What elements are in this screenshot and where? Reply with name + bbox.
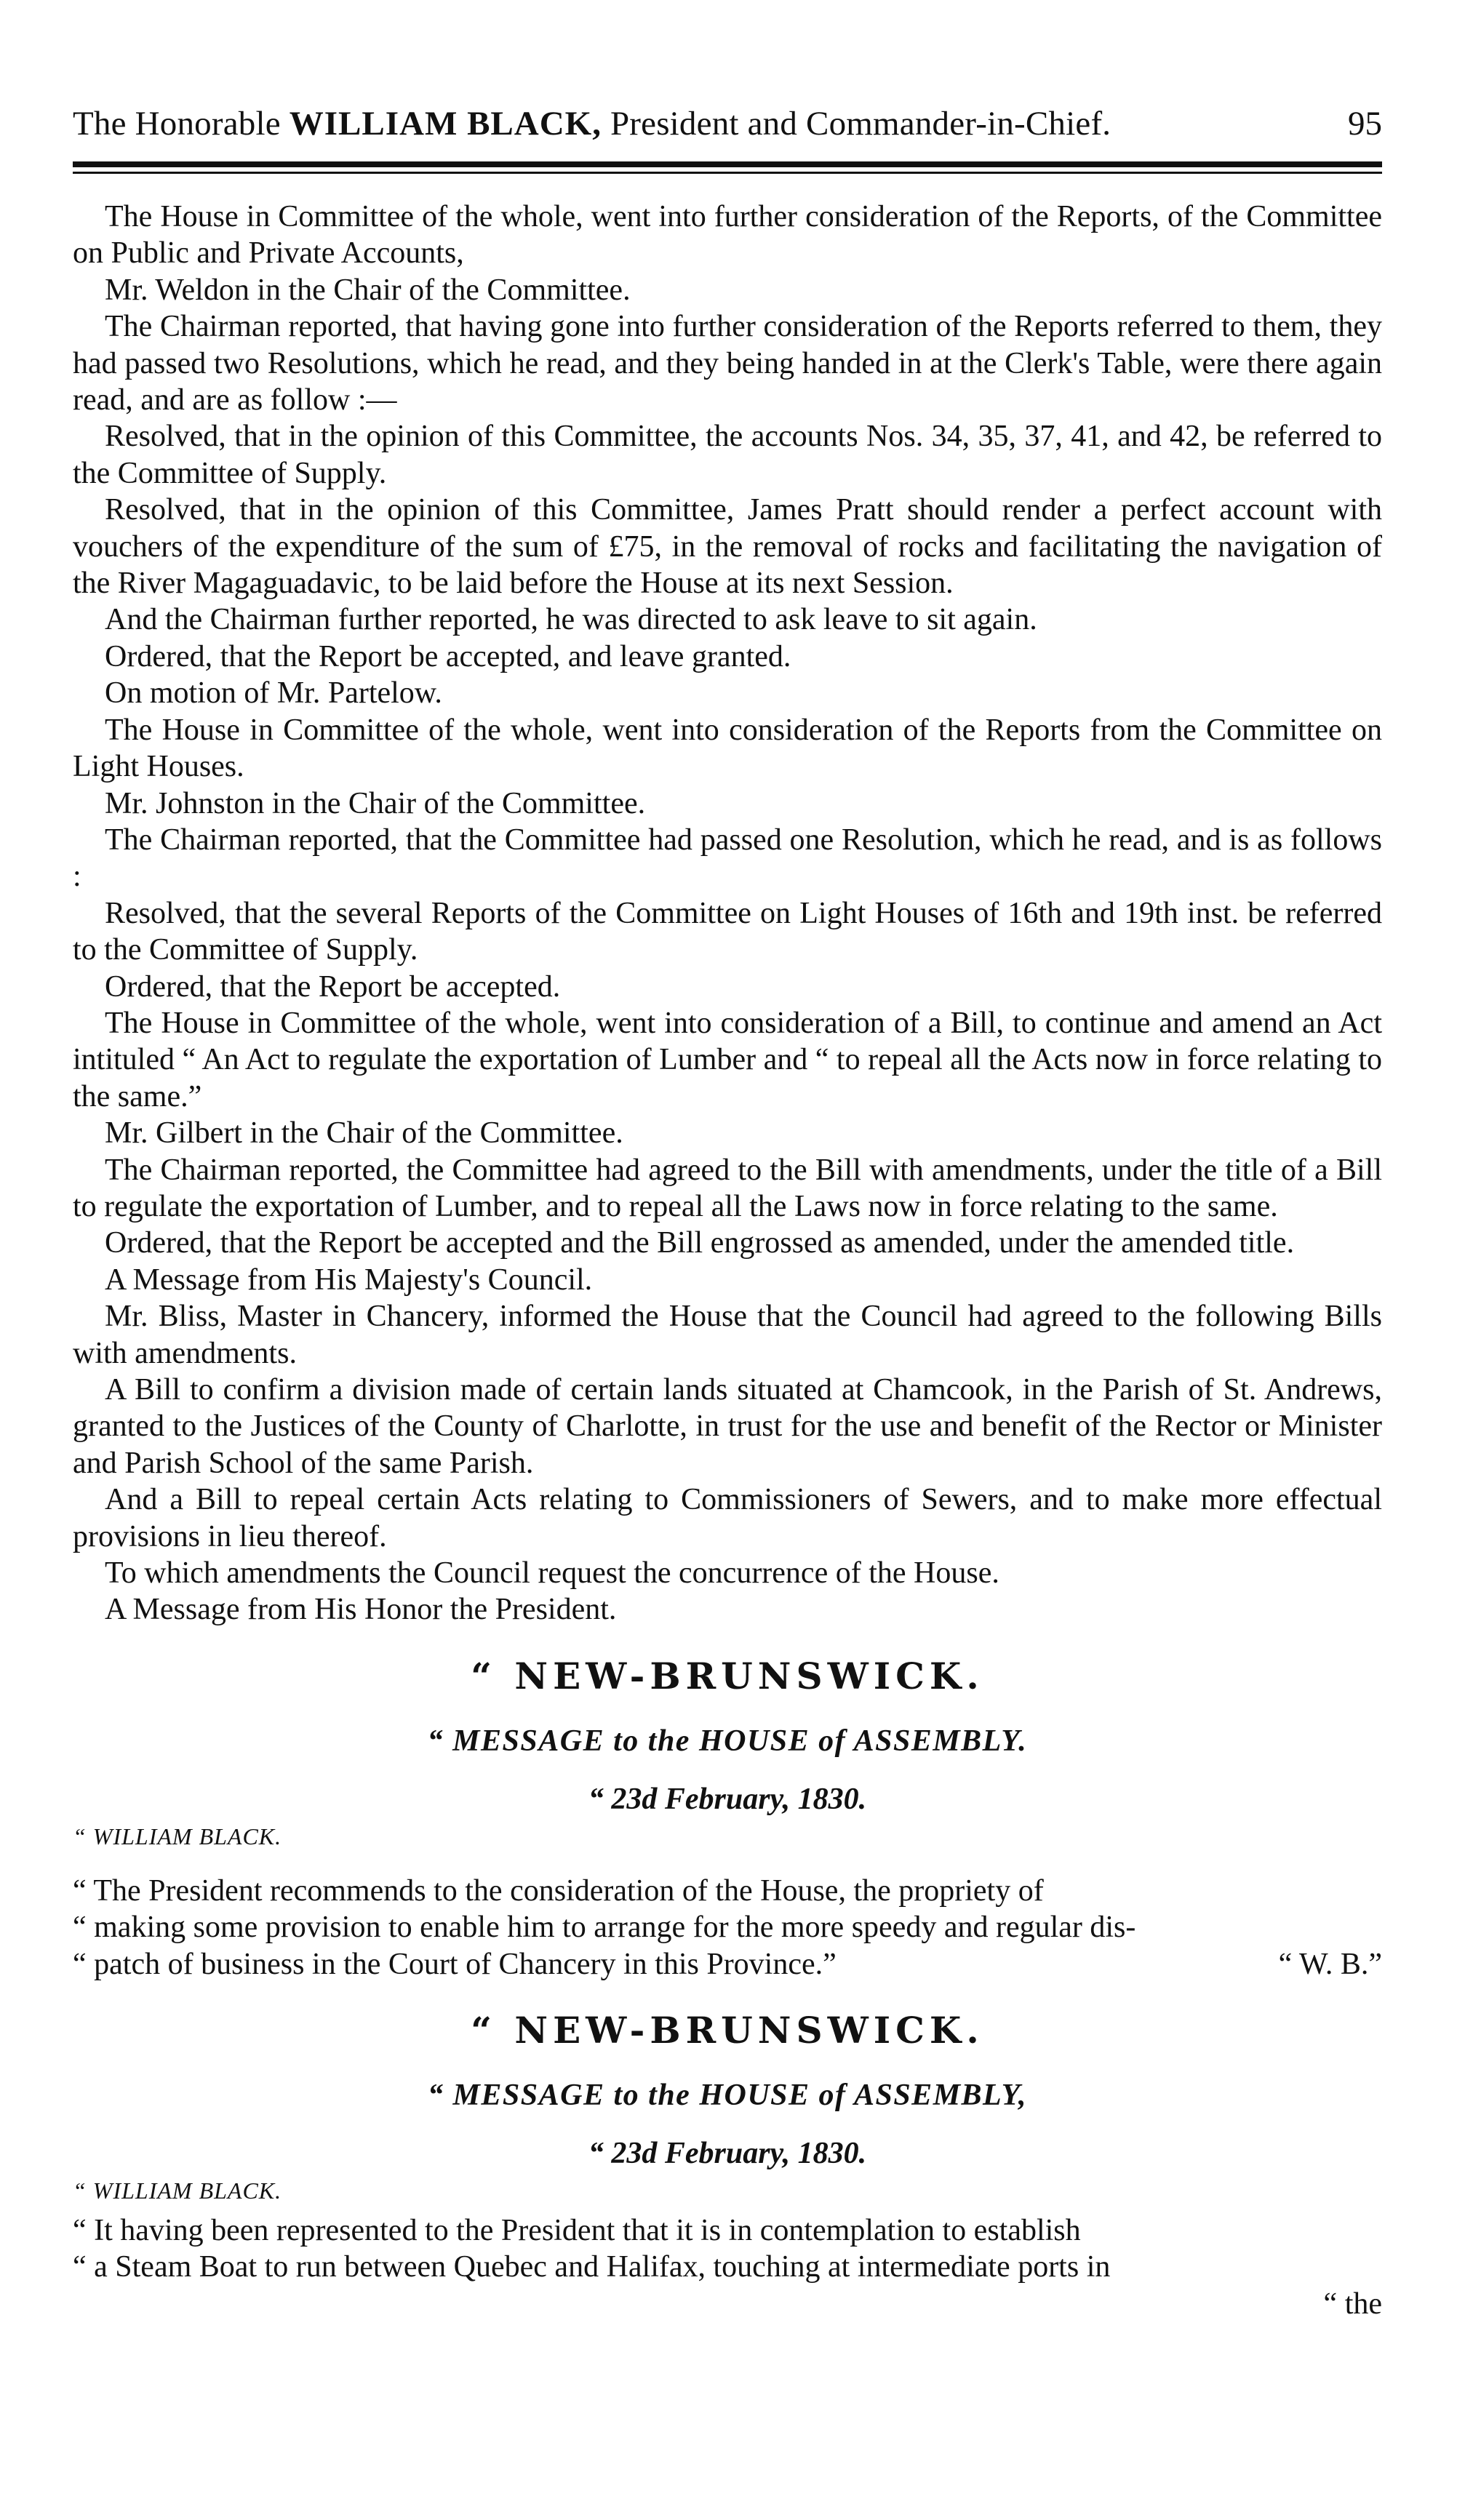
message-final-line bbox=[73, 1946, 1382, 1983]
paragraph: And the Chairman further reported, he was directed to ask leave to sit again. bbox=[105, 603, 1037, 637]
paragraph: Ordered, that the Report be accepted and the Bill engrossed as amended, under the amended title. bbox=[105, 1226, 1295, 1260]
catchword: “ the bbox=[1323, 2287, 1382, 2321]
paragraph: The House in Committee of the whole, went into further consideration of the Reports, of the Committee on Public and Private Accounts, bbox=[73, 200, 1382, 271]
message-signatory: “ WILLIAM BLACK. bbox=[73, 2177, 282, 2204]
paragraph: Mr. Gilbert in the Chair of the Committee. bbox=[105, 1116, 623, 1151]
paragraph: And a Bill to repeal certain Acts relating to Commissioners of Sewers, and to make more effectual provisions in lieu thereof. bbox=[73, 1483, 1382, 1553]
message-line: “ making some provision to enable him to arrange for the more speedy and regular dis- bbox=[73, 1911, 1136, 1945]
message-line: “ patch of business in the Court of Chancery in this Province.” bbox=[73, 1947, 837, 1981]
message-line: “ It having been represented to the President that it is in contemplation to establish bbox=[73, 2214, 1081, 2248]
page-number: 95 bbox=[1348, 105, 1382, 143]
message-line: “ The President recommends to the consideration of the House, the propriety of bbox=[73, 1873, 1044, 1908]
journal-body bbox=[73, 199, 1382, 1628]
paragraph: A Message from His Majesty's Council. bbox=[105, 1263, 593, 1297]
message-heading: “ MESSAGE to the HOUSE of ASSEMBLY. bbox=[427, 1724, 1028, 1758]
paragraph: The Chairman reported, that having gone into further consideration of the Reports referred to them, they had passed two Resolutions, which he read, and they being handed in at the Clerk's Table, were there again read, and are as follow :— bbox=[73, 310, 1382, 417]
paragraph: Ordered, that the Report be accepted, and leave granted. bbox=[105, 639, 791, 673]
message-date: “ 23d February, 1830. bbox=[588, 2137, 867, 2171]
message-signatory: “ WILLIAM BLACK. bbox=[73, 1823, 282, 1849]
message-line: “ a Steam Boat to run between Quebec and Halifax, touching at intermediate ports in bbox=[73, 2250, 1111, 2284]
paragraph: Resolved, that in the opinion of this Committee, the accounts Nos. 34, 35, 37, 41, and 42, be referred to the Committee of Supply. bbox=[73, 420, 1382, 490]
paragraph: Ordered, that the Report be accepted. bbox=[105, 969, 561, 1004]
paragraph: A Message from His Honor the President. bbox=[105, 1593, 617, 1627]
paragraph: Resolved, that the several Reports of the Committee on Light Houses of 16th and 19th inst. be referred to the Committee of Supply. bbox=[73, 896, 1382, 967]
paragraph: The Chairman reported, the Committee had agreed to the Bill with amendments, under the title of a Bill to regulate the exportation of Lumber, and to repeal all the Laws now in force relating to the same. bbox=[73, 1153, 1382, 1223]
header-rule-thick bbox=[73, 161, 1382, 167]
paragraph: Mr. Johnston in the Chair of the Committee. bbox=[105, 786, 646, 820]
header-rule-thin bbox=[73, 172, 1382, 174]
running-head-title bbox=[73, 102, 1111, 145]
message-text bbox=[73, 1873, 1382, 1983]
paragraph: The House in Committee of the whole, went into consideration of the Reports from the Committee on Light Houses. bbox=[73, 713, 1382, 784]
paragraph: Mr. Bliss, Master in Chancery, informed the House that the Council had agreed to the following Bills with amendments. bbox=[73, 1300, 1382, 1370]
title-prefix: The Honorable bbox=[73, 105, 281, 143]
message-heading: “ MESSAGE to the HOUSE of ASSEMBLY, bbox=[428, 2079, 1027, 2113]
paragraph: On motion of Mr. Partelow. bbox=[105, 676, 442, 711]
document-page bbox=[73, 102, 1382, 2322]
paragraph: A Bill to confirm a division made of certain lands situated at Chamcook, in the Parish of St. Andrews, granted to the Justices of the County of Charlotte, in trust for the use and benefit of the Rector or Minister and Parish School of the same Parish. bbox=[73, 1373, 1382, 1480]
paragraph: To which amendments the Council request the concurrence of the House. bbox=[105, 1556, 999, 1591]
running-head bbox=[73, 102, 1382, 145]
message-initials: “ W. B.” bbox=[1278, 1947, 1382, 1981]
president-name: WILLIAM BLACK, bbox=[289, 105, 602, 143]
paragraph: The House in Committee of the whole, went into consideration of a Bill, to continue and amend an Act intituled “ An Act to regulate the exportation of Lumber and “ to repeal all the Acts now in force relating to the same.” bbox=[73, 1006, 1382, 1113]
title-suffix: President and Commander-in-Chief. bbox=[610, 105, 1111, 143]
paragraph: The Chairman reported, that the Committee had passed one Resolution, which he read, and is as follows : bbox=[73, 823, 1382, 894]
masthead-new-brunswick: “ NEW-BRUNSWICK. bbox=[471, 2009, 984, 2052]
message-block-1 bbox=[73, 1653, 1382, 1983]
paragraph: Resolved, that in the opinion of this Committee, James Pratt should render a perfect account with vouchers of the expenditure of the sum of £75, in the removal of rocks and facilitating the navigation of the River Magaguadavic, to be laid before the House at its next Session. bbox=[73, 493, 1382, 601]
masthead-new-brunswick: “ NEW-BRUNSWICK. bbox=[471, 1654, 984, 1697]
paragraph: Mr. Weldon in the Chair of the Committee. bbox=[105, 273, 631, 307]
message-block-2 bbox=[73, 2007, 1382, 2322]
message-text bbox=[73, 2212, 1382, 2286]
message-date: “ 23d February, 1830. bbox=[588, 1782, 867, 1816]
